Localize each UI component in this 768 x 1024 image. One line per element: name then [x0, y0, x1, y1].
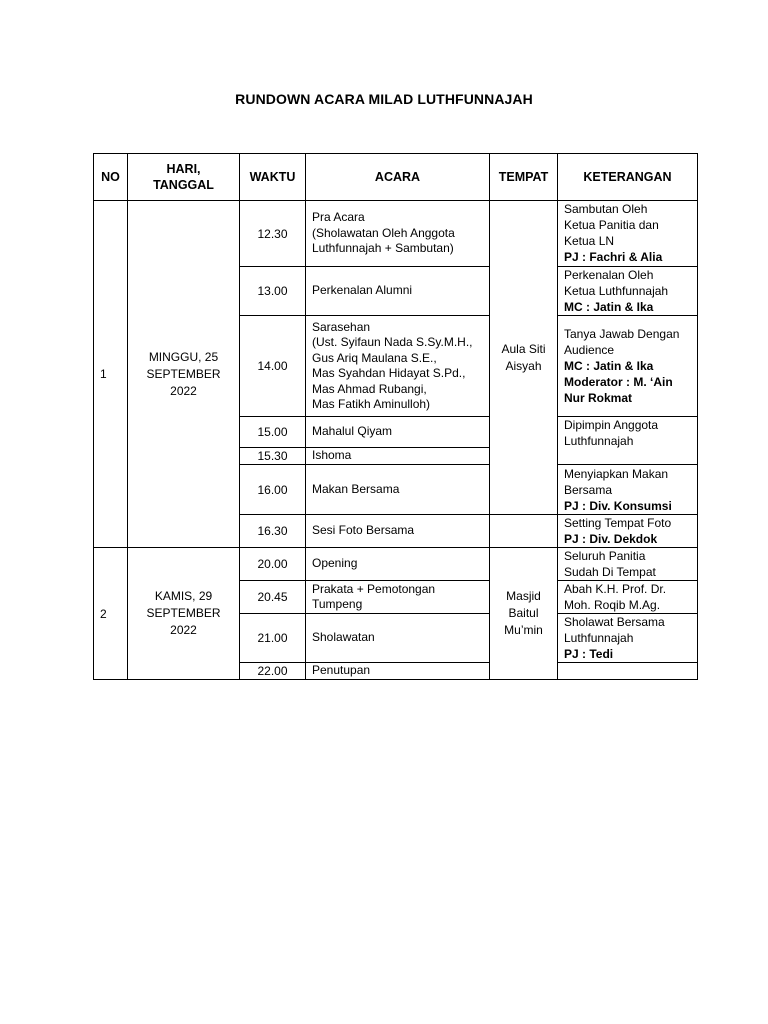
time-cell: 20.00 — [240, 548, 306, 581]
note-line: Sudah Di Tempat — [564, 565, 656, 579]
time-cell: 15.00 — [240, 417, 306, 448]
time-cell: 14.00 — [240, 316, 306, 417]
event-cell — [306, 465, 490, 515]
header-hari-tanggal — [128, 154, 240, 201]
note-line: Seluruh Panitia — [564, 549, 646, 563]
note-line: Ketua Luthfunnajah — [564, 284, 669, 298]
venue-line: Aula Siti — [501, 341, 546, 356]
event-line: (Sholawatan Oleh Anggota — [312, 225, 455, 240]
note-line: Dipimpin Anggota — [564, 418, 659, 432]
note-cell — [558, 614, 698, 663]
event-line: Sarasehan — [312, 319, 371, 334]
time-cell: 16.00 — [240, 465, 306, 515]
event-line: Sholawatan — [312, 630, 375, 645]
header-tanggal: TANGGAL — [153, 178, 214, 192]
note-pic: PJ : Tedi — [564, 647, 614, 661]
event-cell — [306, 417, 490, 448]
row-number: 1 — [94, 201, 128, 548]
note-line: Ketua LN — [564, 234, 615, 248]
event-cell — [306, 515, 490, 548]
note-line: Abah K.H. Prof. Dr. — [564, 582, 667, 596]
event-line: Mahalul Qiyam — [312, 424, 393, 439]
note-cell — [558, 515, 698, 548]
venue-cell-empty — [490, 515, 558, 548]
event-line: Luthfunnajah + Sambutan) — [312, 241, 454, 256]
note-line: Luthfunnajah — [564, 434, 634, 448]
document-title: RUNDOWN ACARA MILAD LUTHFUNNAJAH — [235, 91, 533, 107]
event-cell — [306, 581, 490, 614]
header-row — [94, 154, 698, 201]
note-line: Menyiapkan Makan — [564, 466, 669, 481]
note-pic: PJ : Fachri & Alia — [564, 250, 663, 264]
event-line: Mas Syahdan Hidayat S.Pd., — [312, 366, 466, 380]
note-cell — [558, 316, 698, 417]
year: 2022 — [170, 623, 197, 637]
event-cell — [306, 663, 490, 680]
event-cell — [306, 614, 490, 663]
note-line: Tanya Jawab Dengan — [564, 327, 680, 341]
venue-line: Masjid — [506, 589, 541, 603]
event-cell — [306, 316, 490, 417]
event-line: Tumpeng — [312, 597, 363, 611]
note-pic: PJ : Div. Konsumsi — [564, 498, 672, 513]
note-pic: PJ : Div. Dekdok — [564, 532, 658, 546]
time-cell: 22.00 — [240, 663, 306, 680]
table-row — [94, 548, 698, 581]
header-waktu: WAKTU — [240, 154, 306, 201]
month-name: SEPTEMBER — [146, 606, 221, 620]
event-cell — [306, 267, 490, 316]
event-line: Mas Ahmad Rubangi, — [312, 381, 427, 396]
event-cell — [306, 448, 490, 465]
time-cell: 21.00 — [240, 614, 306, 663]
venue-cell — [490, 201, 558, 515]
note-pic: Moderator : M. ‘Ain — [564, 375, 673, 389]
event-line: (Ust. Syifaun Nada S.Sy.M.H., — [312, 335, 473, 349]
event-cell — [306, 201, 490, 267]
note-line: Moh. Roqib M.Ag. — [564, 598, 661, 612]
note-line: Setting Tempat Foto — [564, 516, 672, 530]
event-line: Gus Ariq Maulana S.E., — [312, 350, 437, 365]
note-cell — [558, 267, 698, 316]
venue-line: Mu’min — [504, 623, 543, 637]
event-line: Makan Bersama — [312, 481, 400, 496]
note-line: Sambutan Oleh — [564, 202, 648, 216]
event-cell — [306, 548, 490, 581]
header-keterangan: KETERANGAN — [558, 154, 698, 201]
day-date — [128, 201, 240, 548]
note-line: Ketua Panitia dan — [564, 218, 659, 232]
event-line: Opening — [312, 556, 358, 571]
year: 2022 — [170, 383, 197, 398]
day-name: MINGGU, 25 — [148, 349, 219, 364]
note-cell — [558, 465, 698, 515]
note-line: Audience — [564, 343, 615, 357]
venue-line: Aisyah — [505, 358, 542, 373]
note-line: Bersama — [564, 482, 613, 497]
event-line: Perkenalan Alumni — [312, 283, 413, 298]
rundown-table — [93, 153, 698, 680]
note-cell — [558, 581, 698, 614]
event-line: Prakata + Pemotongan — [312, 581, 436, 596]
note-line: Luthfunnajah — [564, 631, 634, 645]
venue-cell — [490, 548, 558, 680]
event-line: Ishoma — [312, 448, 352, 463]
note-cell — [558, 548, 698, 581]
note-line: Perkenalan Oleh — [564, 268, 654, 282]
time-cell: 13.00 — [240, 267, 306, 316]
venue-line: Baitul — [508, 606, 539, 620]
note-pic: MC : Jatin & Ika — [564, 359, 654, 373]
header-no: NO — [94, 154, 128, 201]
note-line: Sholawat Bersama — [564, 615, 665, 629]
time-cell: 20.45 — [240, 581, 306, 614]
note-cell — [558, 417, 698, 465]
event-line: Mas Fatikh Aminulloh) — [312, 397, 431, 411]
month-name: SEPTEMBER — [146, 366, 221, 381]
note-cell — [558, 201, 698, 267]
table-row — [94, 201, 698, 267]
day-date — [128, 548, 240, 680]
event-line: Sesi Foto Bersama — [312, 523, 415, 538]
note-pic: Nur Rokmat — [564, 391, 633, 405]
header-tempat: TEMPAT — [490, 154, 558, 201]
time-cell: 16.30 — [240, 515, 306, 548]
row-number: 2 — [94, 548, 128, 680]
time-cell: 12.30 — [240, 201, 306, 267]
note-pic: MC : Jatin & Ika — [564, 300, 654, 314]
event-line: Penutupan — [312, 663, 371, 678]
note-cell-empty — [558, 663, 698, 680]
header-hari: HARI, — [166, 162, 201, 176]
day-name: KAMIS, 29 — [154, 589, 213, 603]
header-acara: ACARA — [306, 154, 490, 201]
event-line: Pra Acara — [312, 210, 365, 225]
time-cell: 15.30 — [240, 448, 306, 465]
